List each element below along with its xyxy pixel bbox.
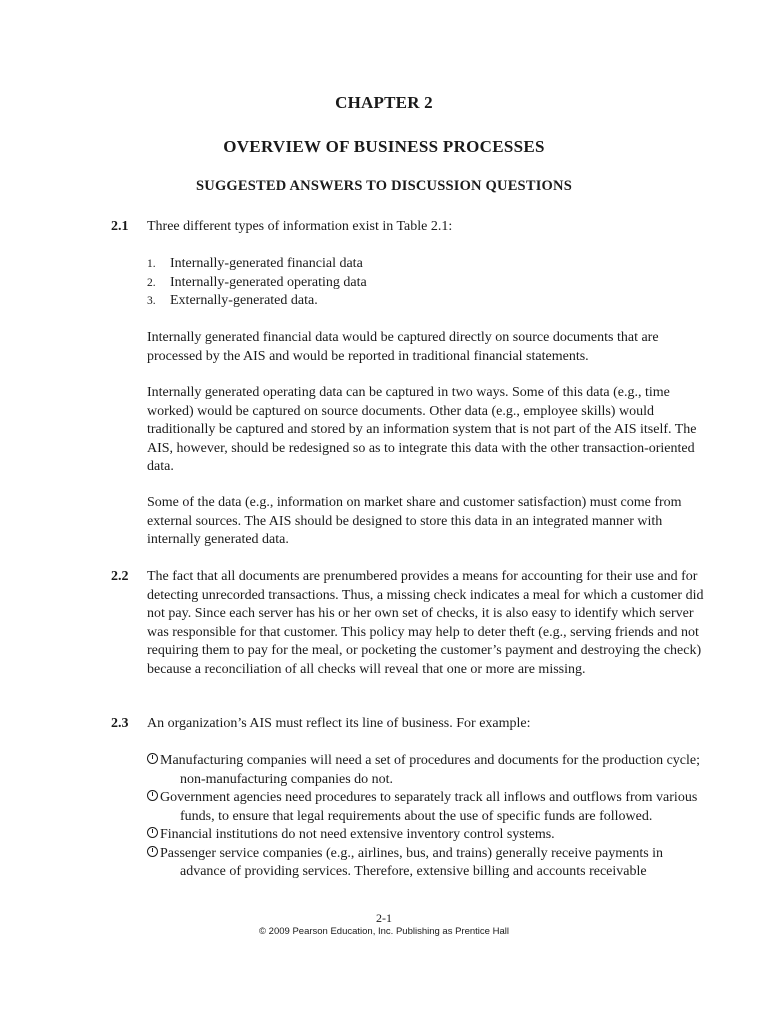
- question-2-1-intro: Three different types of information exist in Table 2.1:: [147, 219, 453, 234]
- section-subtitle: SUGGESTED ANSWERS TO DISCUSSION QUESTIONS: [196, 178, 572, 194]
- paragraph-financial-data: Internally generated financial data would be captured directly on source documents that are processed by the AIS and would be reported in traditional financial statements.: [147, 330, 659, 364]
- clock-bullet-icon: [147, 846, 158, 857]
- question-2-2-answer: The fact that all documents are prenumbered provides a means for accounting for their use and for detecting unrecorded transactions. Thus, a missing check indicates a meal for which a customer did not pay. Since each server has his or her own set of checks, it is also easy to identify which server was responsible for that customer. This policy may help to deter theft (e.g., serving friends and not requiring them to pay for the meal, or pocketing the customer’s payment and destroying the check) because a reconciliation of all checks will reveal that one or more are missing.: [147, 569, 704, 677]
- business-examples-list: [147, 752, 707, 882]
- question-number-2-3: 2.3: [111, 716, 129, 731]
- list-item: Manufacturing companies will need a set of procedures and documents for the production cycle; non-manufacturing companies do not.: [147, 752, 707, 789]
- clock-bullet-icon: [147, 790, 158, 801]
- paragraph-operating-data: Internally generated operating data can be captured in two ways. Some of this data (e.g., time worked) would be captured on source documents. Other data (e.g., employee skills) would traditionally be captured and stored by an information system that is not part of the AIS itself. The AIS, however, should be redesigned so as to integrate this data with the other transaction-oriented data.: [147, 385, 697, 474]
- chapter-title: OVERVIEW OF BUSINESS PROCESSES: [223, 137, 545, 156]
- paragraph-external-data: Some of the data (e.g., information on market share and customer satisfaction) must come from external sources. The AIS should be designed to store this data in an integrated manner with internally generated data.: [147, 495, 682, 547]
- question-number-2-1: 2.1: [111, 219, 129, 234]
- page-number: 2-1: [376, 911, 392, 925]
- question-number-2-2: 2.2: [111, 569, 129, 584]
- list-item: 3. Externally-generated data.: [147, 293, 318, 308]
- question-2-3-intro: An organization’s AIS must reflect its line of business. For example:: [147, 716, 531, 731]
- list-item: Passenger service companies (e.g., airlines, bus, and trains) generally receive payments in advance of providing services. Therefore, extensive billing and accounts receivable: [147, 845, 707, 882]
- clock-bullet-icon: [147, 753, 158, 764]
- list-item: 2. Internally-generated operating data: [147, 274, 367, 290]
- clock-bullet-icon: [147, 827, 158, 838]
- list-item: Government agencies need procedures to separately track all inflows and outflows from various funds, to ensure that legal requirements about the use of specific funds are followed.: [147, 789, 707, 826]
- list-item: 1. Internally-generated financial data: [147, 256, 363, 271]
- list-item: Financial institutions do not need extensive inventory control systems.: [147, 826, 707, 845]
- chapter-heading: CHAPTER 2: [335, 93, 433, 112]
- copyright-notice: © 2009 Pearson Education, Inc. Publishing as Prentice Hall: [259, 926, 509, 937]
- info-types-list: [147, 255, 367, 311]
